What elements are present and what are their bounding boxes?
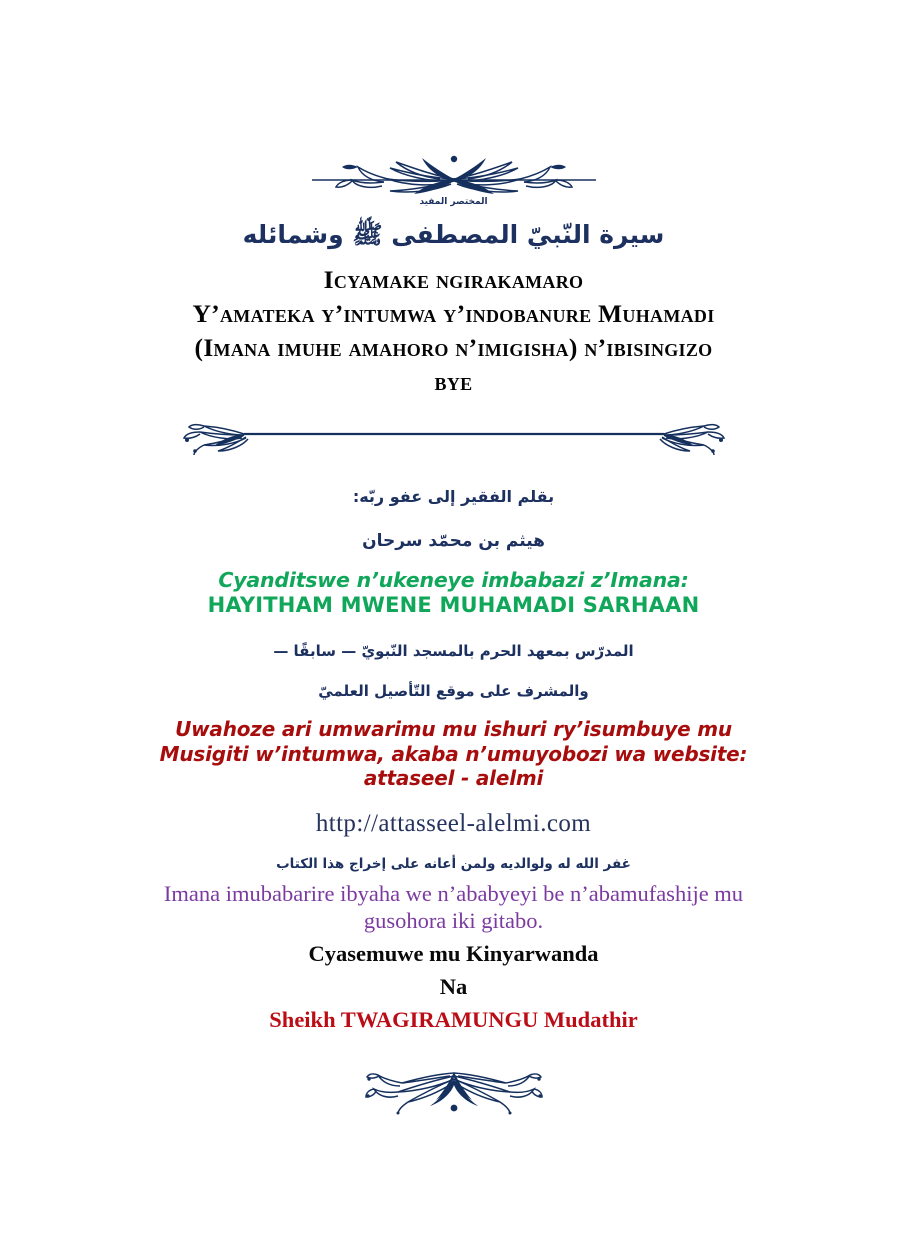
page-title-line-1: Icyamake ngirakamaro [323, 265, 584, 295]
dua-line-1: Imana imubabarire ibyaha we n’ababyeyi be n’abamufashije mu [163, 881, 744, 907]
page-title-line-4: bye [434, 366, 473, 396]
dua-line-2: gusohora iki gitabo. [363, 907, 544, 933]
page-title-line-3: (Imana imuhe amahoro n’imigisha) n’ibisingizo [194, 333, 713, 363]
credentials-line-2: Musigiti w’intumwa, akaba n’umuyobozi wa website: [159, 741, 748, 766]
credentials-kinyarwanda-block [0, 717, 907, 790]
divider-container [0, 421, 907, 455]
translation-conjunction: Na [439, 974, 468, 1000]
translator-name: Sheikh TWAGIRAMUNGU Mudathir [269, 1007, 638, 1033]
author-kinyarwanda-block [0, 568, 907, 619]
page-title-line-2: Y’amateka y’intumwa y’indobanure Muhamadi [192, 299, 715, 329]
dua-kinyarwanda-block [0, 881, 907, 934]
arabic-credential-teacher: المدرّس بمعهد الحرم بالمسجد النّبويّ — سابقًا — [273, 642, 634, 661]
bottom-ornament-container [0, 1059, 907, 1115]
horizontal-rule-with-end-flourishes [174, 421, 734, 455]
credentials-line-3: attaseel - alelmi [363, 766, 544, 791]
arabic-author-pen-line: بقلم الفقير إلى عفو ربّه: [352, 486, 555, 506]
website-url-link[interactable]: http://attasseel-alelmi.com [315, 809, 592, 837]
floral-flourish-with-dot-ornament [304, 0, 604, 202]
arabic-dua-line: غفر الله له ولوالديه ولمن أعانه على إخراج هذا الكتاب [276, 855, 631, 872]
arabic-author-name: هيثم بن محمّد سرحان [362, 530, 545, 551]
top-ornament-container [0, 0, 907, 202]
floral-flourish-ornament [364, 1059, 544, 1115]
author-kinyarwanda-name: HAYITHAM MWENE MUHAMADI SARHAAN [207, 592, 700, 617]
arabic-book-title: سيرة النّبيّ المصطفى ﷺ وشمائله [242, 220, 665, 249]
author-kinyarwanda-label: Cyanditswe n’ukeneye imbabazi z’Imana: [218, 567, 689, 592]
page-title [0, 263, 907, 399]
arabic-credential-supervisor: والمشرف على موقع التّأصيل العلميّ [318, 681, 589, 700]
arabic-micro-heading: المختصر المفيد [419, 197, 488, 207]
translation-label: Cyasemuwe mu Kinyarwanda [308, 941, 599, 967]
credentials-line-1: Uwahoze ari umwarimu mu ishuri ry’isumbuye mu [175, 717, 732, 742]
